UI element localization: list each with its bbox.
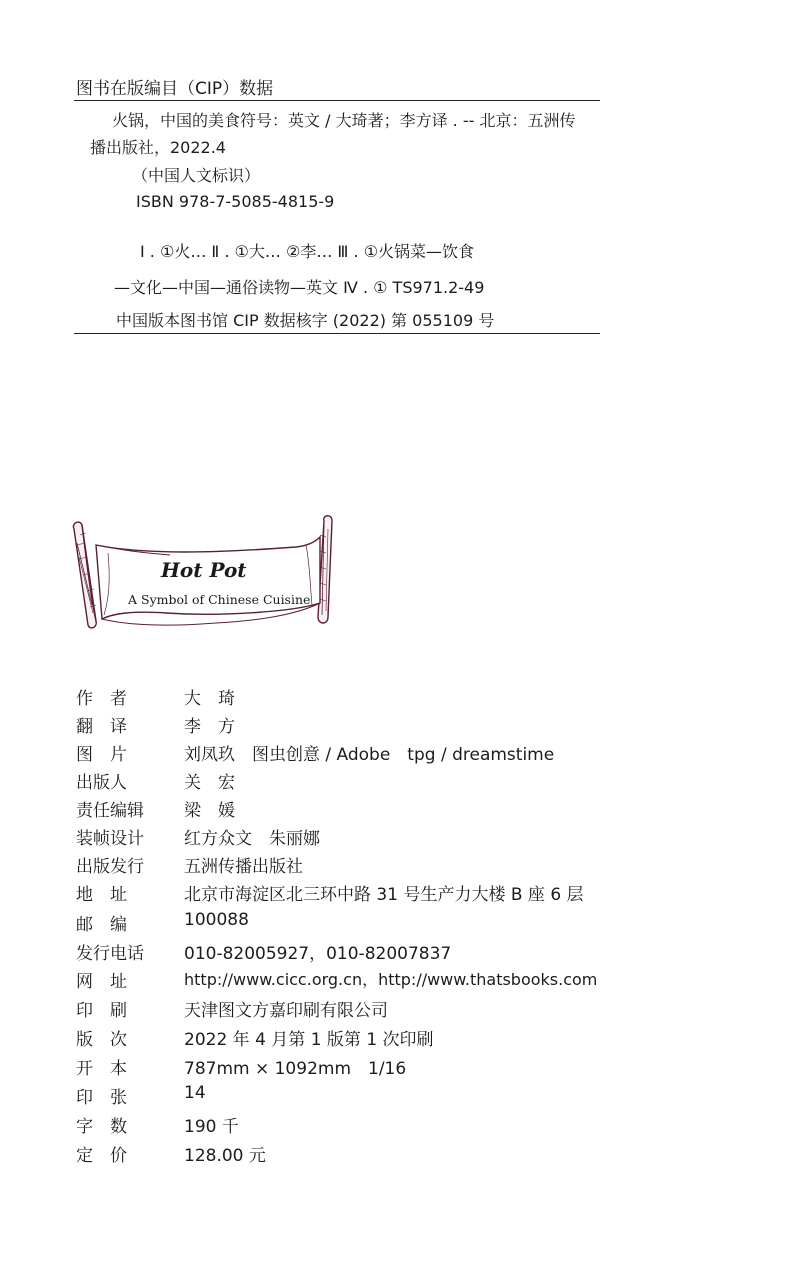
- colophon-value: 五洲传播出版社: [184, 857, 303, 877]
- title-banner: [66, 515, 340, 633]
- colophon-row-publisher-person: [0, 768, 800, 792]
- cip-subject-line-2: —文化—中国—通俗读物—英文 Ⅳ . ① TS971.2-49: [114, 278, 485, 297]
- cip-entry-line-2: 播出版社，2022.4: [90, 138, 226, 157]
- colophon-label: 作 者: [76, 689, 127, 709]
- colophon-label: 网 址: [76, 972, 127, 992]
- colophon-row-translator: [0, 712, 800, 736]
- colophon-row-design: [0, 824, 800, 848]
- colophon-row-price: [0, 1141, 800, 1165]
- colophon-row-phone: [0, 939, 800, 963]
- cip-isbn: ISBN 978-7-5085-4815-9: [136, 192, 335, 211]
- colophon-label: 邮 编: [76, 915, 127, 935]
- colophon-label: 发行电话: [76, 944, 144, 964]
- colophon-row-website: [0, 967, 800, 991]
- cip-subject-line-1: Ⅰ . ①火… Ⅱ . ①大… ②李… Ⅲ . ①火锅菜—饮食: [140, 242, 475, 261]
- colophon-label: 开 本: [76, 1059, 127, 1079]
- cip-top-rule: [74, 100, 600, 101]
- colophon-label: 图 片: [76, 745, 127, 765]
- colophon-label: 字 数: [76, 1117, 127, 1137]
- colophon-value: 刘凤玖 图虫创意 / Adobe tpg / dreamstime: [184, 745, 555, 765]
- colophon-value: 天津图文方嘉印刷有限公司: [184, 1001, 388, 1021]
- colophon-value: 梁 媛: [184, 801, 235, 821]
- banner-subtitle: A Symbol of Chinese Cuisine: [128, 592, 311, 607]
- colophon-label: 地 址: [76, 885, 127, 905]
- colophon-value-website: http://www.cicc.org.cn，http://www.thatsbooks.com: [184, 970, 598, 989]
- scroll-illustration: [66, 515, 340, 633]
- colophon-label: 装帧设计: [76, 829, 144, 849]
- colophon-label: 印 张: [76, 1088, 127, 1108]
- colophon-label: 翻 译: [76, 717, 127, 737]
- colophon-value: 787mm × 1092mm 1/16: [184, 1059, 407, 1079]
- colophon-row-pictures: [0, 740, 800, 764]
- colophon-row-sheets: [0, 1083, 800, 1107]
- colophon-label: 出版人: [76, 773, 127, 793]
- colophon-row-distributor: [0, 852, 800, 876]
- colophon-value: 2022 年 4 月第 1 版第 1 次印刷: [184, 1030, 434, 1050]
- colophon-value: 010-82005927，010-82007837: [184, 944, 452, 964]
- banner-title: Hot Pot: [161, 558, 247, 582]
- colophon-value: 关 宏: [184, 773, 235, 793]
- colophon-value: 14: [184, 1083, 206, 1103]
- colophon-label: 责任编辑: [76, 801, 144, 821]
- colophon-value: 北京市海淀区北三环中路 31 号生产力大楼 B 座 6 层: [184, 885, 584, 905]
- colophon-label: 版 次: [76, 1030, 127, 1050]
- colophon-row-editor: [0, 796, 800, 820]
- colophon-row-wordcount: [0, 1112, 800, 1136]
- colophon-label: 定 价: [76, 1146, 127, 1166]
- cip-entry-line-1: 火锅，中国的美食符号：英文 / 大琦著；李方译 . -- 北京：五洲传: [112, 111, 576, 130]
- colophon-row-address: [0, 880, 800, 904]
- colophon-value: 128.00 元: [184, 1146, 266, 1166]
- colophon-row-format: [0, 1054, 800, 1078]
- colophon-row-edition: [0, 1025, 800, 1049]
- colophon-value: 红方众文 朱丽娜: [184, 829, 320, 849]
- colophon-label: 出版发行: [76, 857, 144, 877]
- colophon-value: 100088: [184, 910, 249, 930]
- colophon-row-postcode: [0, 910, 800, 934]
- colophon-value: 大 琦: [184, 689, 235, 709]
- cip-number: 中国版本图书馆 CIP 数据核字 (2022) 第 055109 号: [116, 311, 495, 330]
- cip-heading: 图书在版编目（CIP）数据: [76, 79, 274, 99]
- colophon-row-printer: [0, 996, 800, 1020]
- colophon-value: 李 方: [184, 717, 235, 737]
- cip-bottom-rule: [74, 333, 600, 334]
- colophon-row-author: [0, 684, 800, 708]
- colophon-label: 印 刷: [76, 1001, 127, 1021]
- colophon-value: 190 千: [184, 1117, 239, 1137]
- cip-series: （中国人文标识）: [132, 166, 261, 185]
